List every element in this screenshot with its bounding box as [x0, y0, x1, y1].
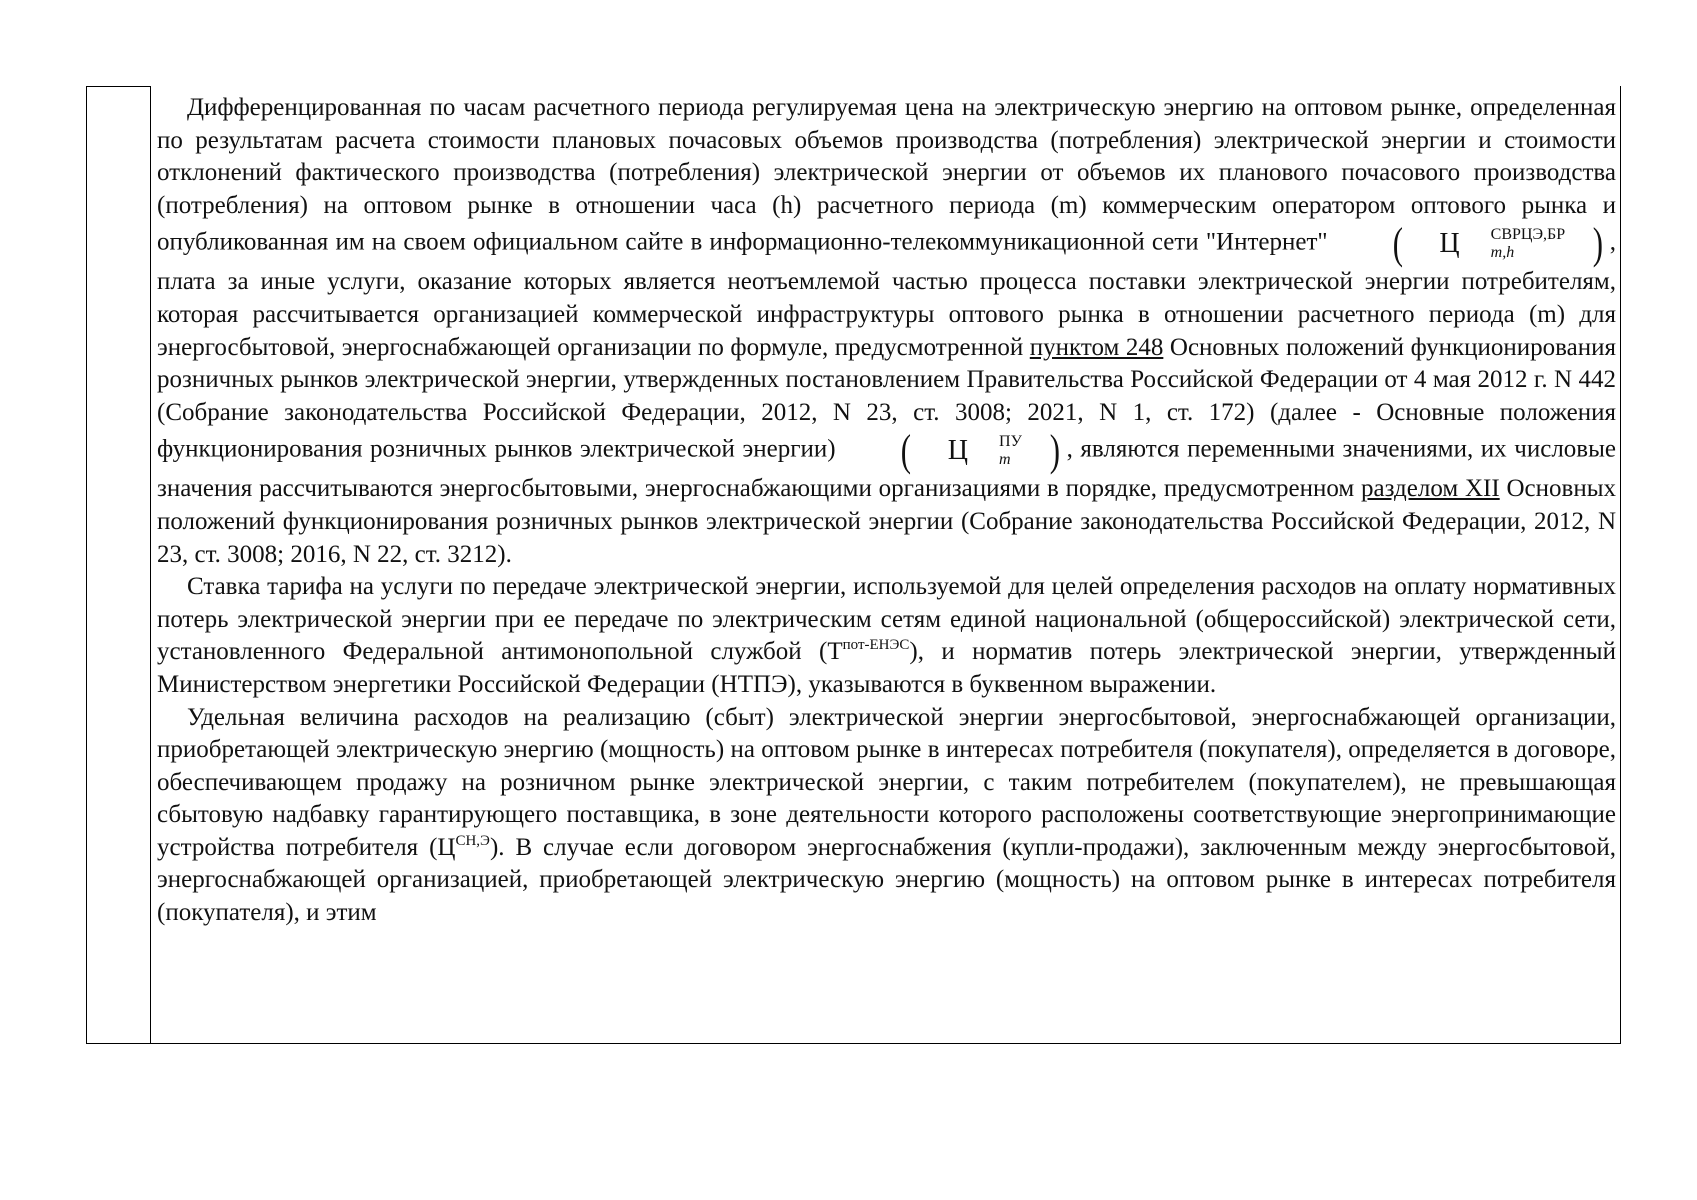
paragraph-tariff-text-a: Ставка тарифа на услуги по передаче электрической энергии, используемой для целей определения расходов на оплату нормативных потерь электрической энергии при ее передаче по электрическим сетям единой национальной (общероссийской) электрической сети, установленного Федеральной антимонопольной службой (Т	[157, 573, 1616, 666]
paragraph-sales-text-b: ). В случае если договором энергоснабжения (купли-продажи), заключенным между энергосбытовой, энергоснабжающей организацией, приобретающей электрическую энергию (мощность) на оптовом рынке в интересах потребителя (покупателя), и этим	[157, 833, 1616, 927]
formula-subscript: m,h	[1490, 244, 1515, 262]
formula-subscript: m	[999, 451, 1011, 469]
tariff-superscript: пот-ЕНЭС	[842, 637, 910, 654]
formula-symbol: Ц	[1439, 228, 1460, 260]
formula-superscript: ПУ	[999, 433, 1022, 451]
formula-superscript: СВРЦЭ,БР	[1490, 226, 1566, 244]
table-left-column-top-border	[87, 86, 151, 87]
link-section-xii[interactable]: разделом XII	[1361, 475, 1500, 503]
paragraph-prices	[157, 92, 1616, 571]
table-content-column	[157, 92, 1616, 930]
paragraph-tariff	[157, 571, 1616, 701]
paragraph-prices-text-d: , являются переменными значениями, их числовые значения рассчитываются энергосбытовыми, энергоснабжающими организациями в порядке, предусмотренном	[157, 436, 1616, 503]
paragraph-sales-costs	[157, 702, 1616, 930]
table-left-column	[87, 86, 151, 1043]
formula-price-pu: ( Ц ПУ m )	[900, 426, 1060, 476]
paragraph-sales-text-a: Удельная величина расходов на реализацию (сбыт) электрической энергии энергосбытовой, энергоснабжающей организации, приобретающей электрическую энергию (мощность) на оптовом рынке в интересах потребителя (покупателя), определяется в договоре, обеспечивающем продажу на розничном рынке электрической энергии, с таким потребителем (покупателем), не превышающая сбытовую надбавку гарантирующего поставщика, в зоне деятельности которого расположены соответствующие энергопринимающие устройства потребителя (Ц	[157, 703, 1616, 861]
paragraph-prices-text-b: , плата за иные услуги, оказание которых является неотъемлемой частью процесса поставки электрической энергии потребителям, которая рассчитывается организацией коммерческой инфраструктуры оптового рынка в отношении расчетного периода (m) для энергосбытовой, энергоснабжающей организации по формуле, предусмотренной	[157, 229, 1617, 361]
paragraph-prices-text-e: Основных положений функционирования розничных рынков электрической энергии (Собрание законодательства Российской Федерации, 2012, N 23, ст. 3008; 2016, N 22, ст. 3212).	[157, 475, 1616, 568]
document-table	[86, 86, 1621, 1044]
paragraph-prices-text-a: Дифференцированная по часам расчетного периода регулируемая цена на электрическую энергию на оптовом рынке, определенная по результатам расчета стоимости плановых почасовых объемов производства (потребления) электрической энергии и стоимости отклонений фактического производства (потребления) электрической энергии от объемов их планового почасового производства (потребления) на оптовом рынке в отношении часа (h) расчетного периода (m) коммерческим оператором оптового рынка и опубликованная им на своем официальном сайте в информационно-телекоммуникационной сети "Интернет"	[157, 94, 1616, 257]
paragraph-tariff-text-b: ), и норматив потерь электрической энергии, утвержденный Министерством энергетики Российской Федерации (НТПЭ), указываются в буквенном выражении.	[157, 638, 1616, 698]
link-point-248[interactable]: пунктом 248	[1029, 333, 1164, 361]
formula-symbol: Ц	[947, 435, 969, 467]
paragraph-prices-text-c: Основных положений функционирования розничных рынков электрической энергии, утвержденных постановлением Правительства Российской Федерации от 4 мая 2012 г. N 442 (Собрание законодательства Российской Федерации, 2012, N 23, ст. 3008; 2021, N 1, ст. 172) (далее - Основные положения функционирования розничных рынков электрической энергии)	[157, 333, 1617, 464]
sales-superscript: СН,Э	[455, 832, 490, 849]
formula-price-svrce: ( Ц СВРЦЭ,БР m,h )	[1392, 219, 1604, 269]
